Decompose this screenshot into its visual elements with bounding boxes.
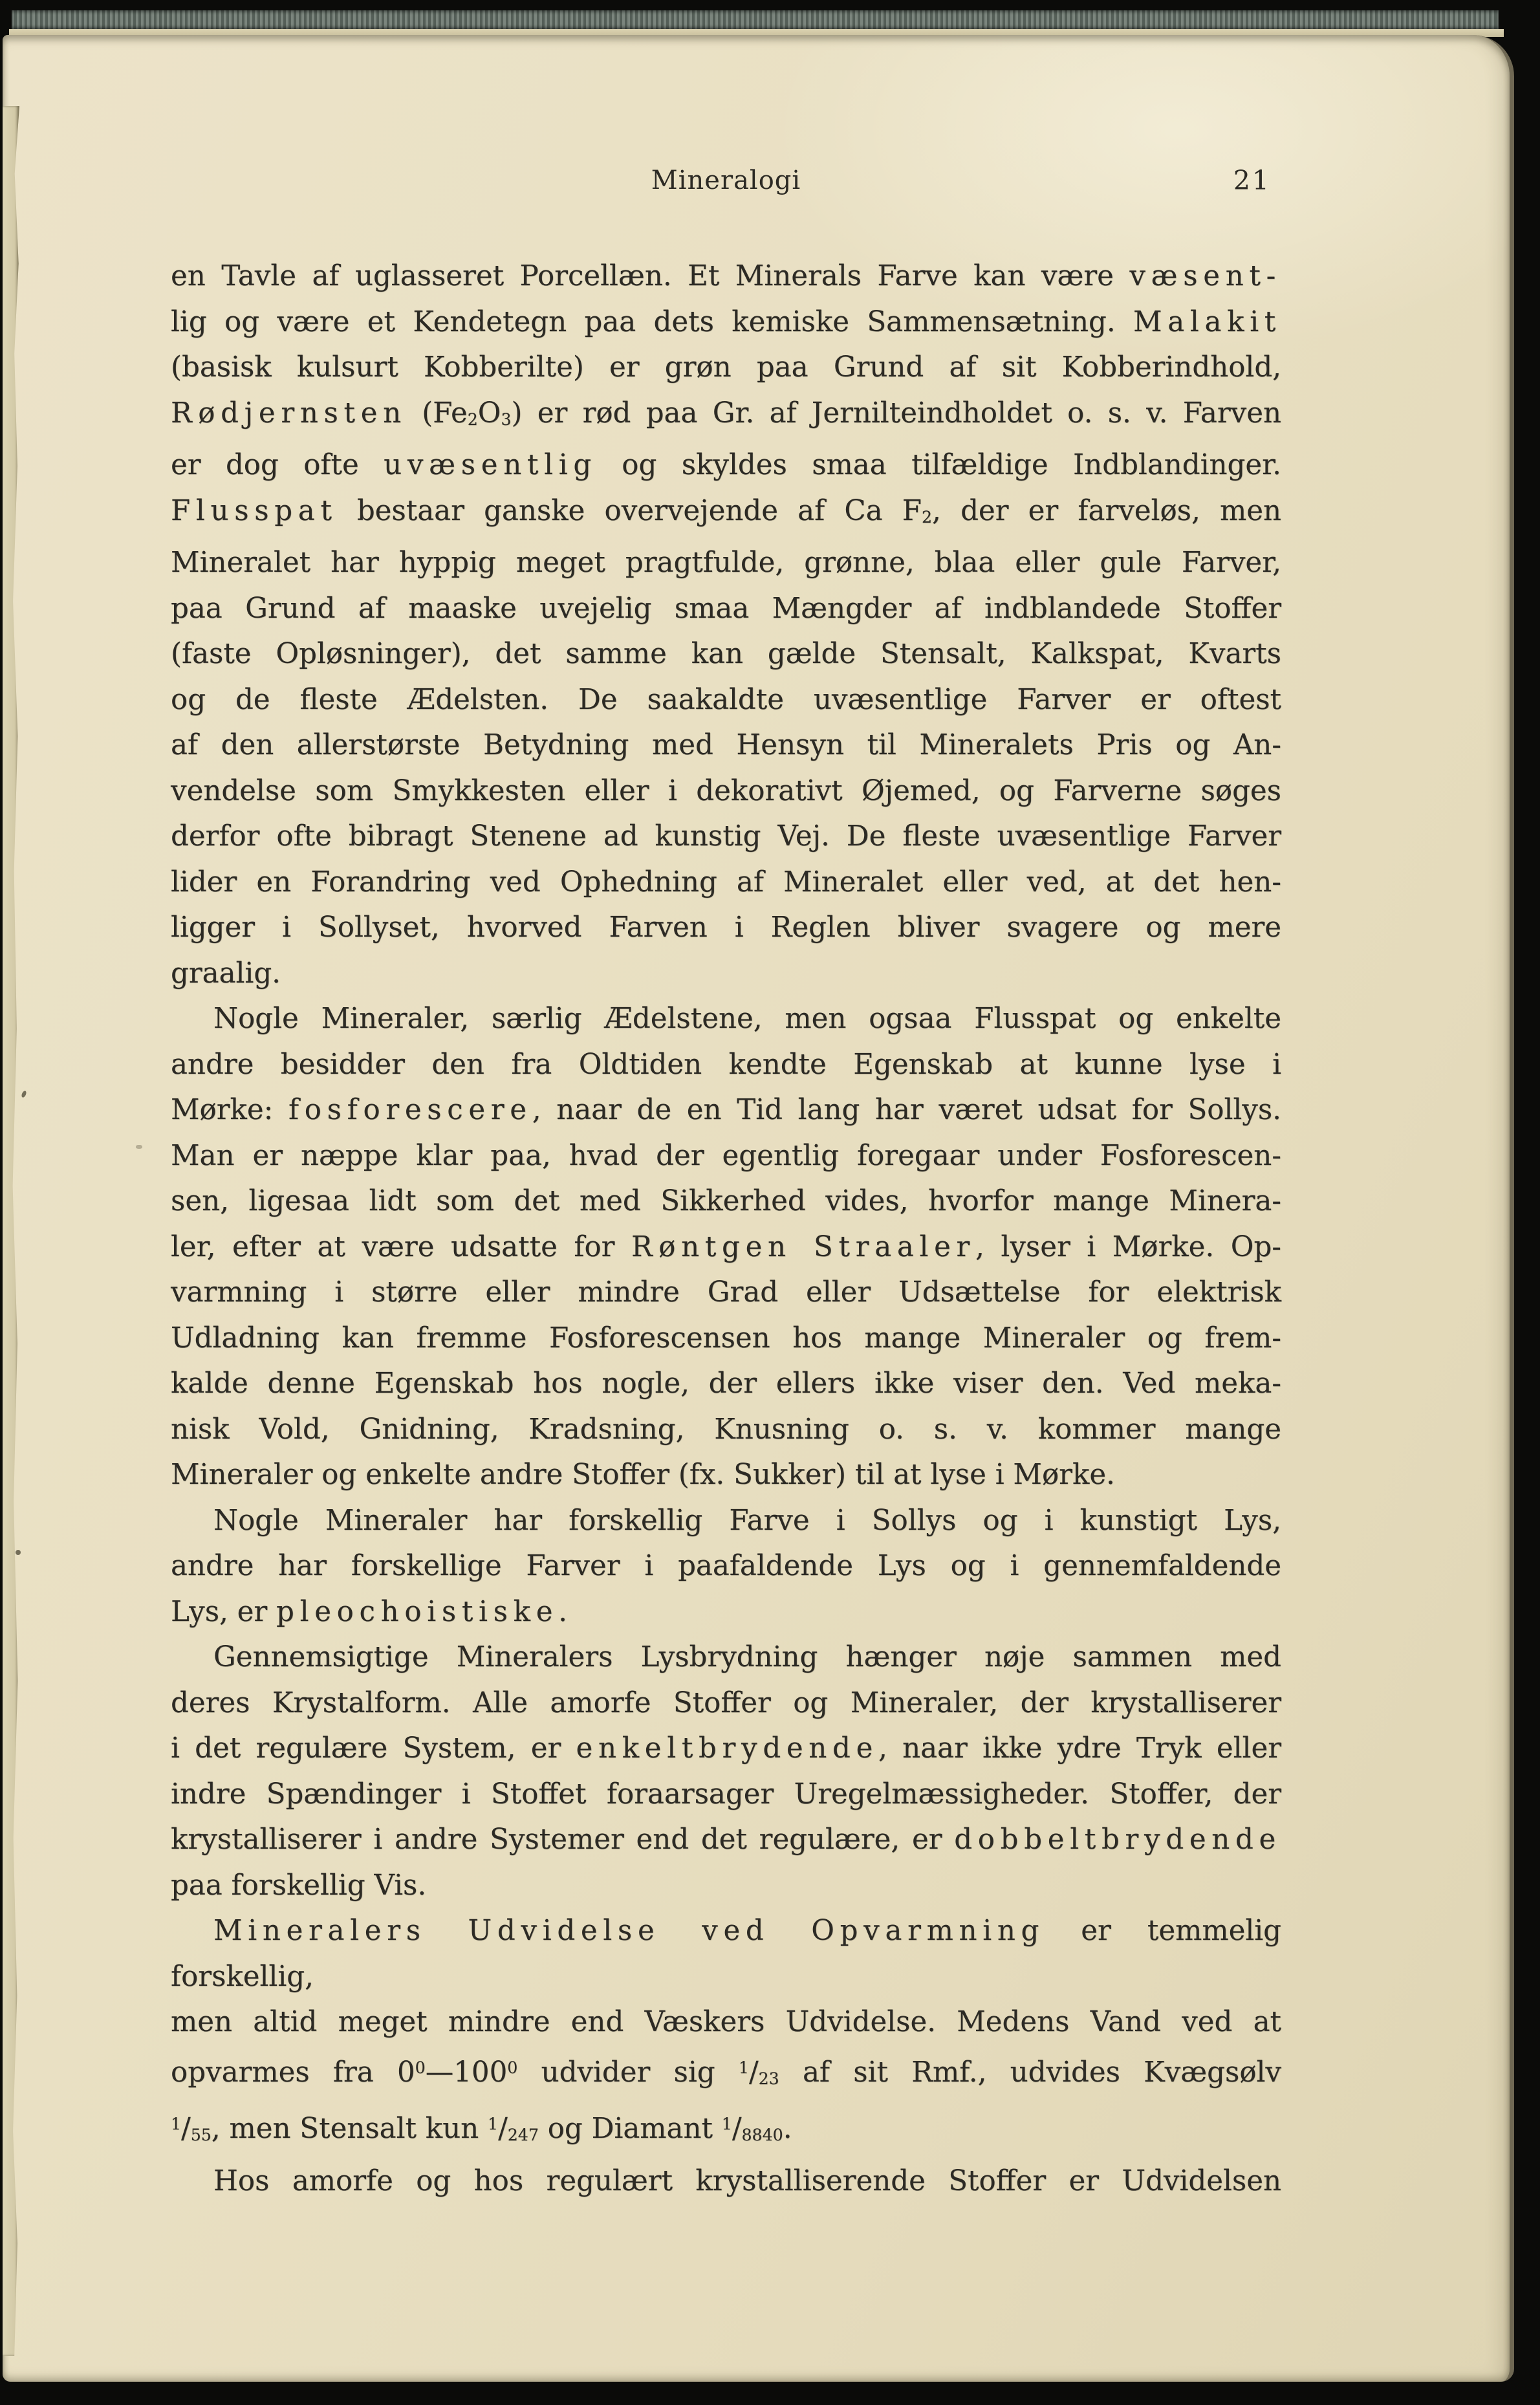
text-line: nisk Vold, Gnidning, Kradsning, Knusning o. s. v. kommer mange xyxy=(171,1413,1281,1446)
text-line: andre besidder den fra Oldtiden kendte Egenskab at kunne lyse i xyxy=(171,1048,1281,1081)
text-line: Man er næppe klar paa, hvad der egentlig foregaar under Fosforescen- xyxy=(171,1139,1281,1172)
letterspaced-emphasis: Flusspat xyxy=(171,494,338,527)
text-line: Udladning kan fremme Fosforescensen hos mange Mineraler og frem- xyxy=(171,1322,1281,1355)
letterspaced-emphasis: fosforescere xyxy=(288,1094,532,1127)
superscript: 1 xyxy=(738,2058,749,2077)
text-line: vendelse som Smykkesten eller i dekorativt Øjemed, og Farverne søges xyxy=(171,774,1281,807)
torn-page-edge xyxy=(3,106,19,2356)
letterspaced-emphasis: enkeltbrydende xyxy=(576,1732,879,1765)
subscript: 55 xyxy=(190,2126,211,2145)
ink-speck xyxy=(21,1090,27,1098)
text-line: i det regulære System, er enkeltbrydende, naar ikke ydre Tryk eller xyxy=(171,1732,1281,1765)
text-line: $^1$/55, men Stensalt kun $^1$/247 og Diamant $^1$/8840. xyxy=(171,2113,792,2146)
letterspaced-emphasis: Røntgen Straaler xyxy=(631,1230,976,1263)
text-line: men altid meget mindre end Væskers Udvidelse. Medens Vand ved at xyxy=(171,2006,1281,2039)
subscript: 3 xyxy=(501,409,512,429)
superscript: 1 xyxy=(721,2115,732,2134)
text-line: (basisk kulsurt Kobberilte) er grøn paa Grund af sit Kobberindhold, xyxy=(171,351,1281,384)
paper-blemish xyxy=(136,1145,142,1149)
text-line: paa forskellig Vis. xyxy=(171,1869,427,1902)
book-cloth-edge xyxy=(12,10,1499,30)
subscript: 8840 xyxy=(741,2126,783,2145)
superscript: 0 xyxy=(507,2058,518,2077)
text-line: deres Krystalform. Alle amorfe Stoffer og Mineraler, der krystalliserer xyxy=(171,1686,1281,1719)
text-line: ligger i Sollyset, hvorved Farven i Reglen bliver svagere og mere xyxy=(171,911,1281,944)
text-line: lig og være et Kendetegn paa dets kemiske Sammensætning. Malakit xyxy=(171,305,1281,338)
letterspaced-emphasis: pleochoistiske xyxy=(276,1595,559,1628)
letterspaced-emphasis: Mineralers Udvidelse ved Opvarmning xyxy=(213,1915,1045,1948)
superscript: 1 xyxy=(171,2115,182,2134)
text-line: ler, efter at være udsatte for Røntgen Straaler, lyser i Mørke. Op- xyxy=(171,1230,1281,1263)
text-line: krystalliserer i andre Systemer end det regulære, er dobbeltbrydende xyxy=(171,1823,1281,1856)
text-line: Mineralers Udvidelse ved Opvarmning er temmelig forskellig, xyxy=(171,1915,1281,1993)
text-line: er dog ofte uvæsentlig og skyldes smaa tilfældige Indblandinger. xyxy=(171,449,1281,482)
text-line: Nogle Mineraler har forskellig Farve i Sollys og i kunstigt Lys, xyxy=(213,1504,1281,1537)
letterspaced-emphasis: væsent- xyxy=(1129,260,1281,292)
page-header xyxy=(171,163,1281,202)
text-line: Gennemsigtige Mineralers Lysbrydning hænger nøje sammen med xyxy=(213,1641,1281,1674)
text-line: Rødjernsten (Fe2O3) er rød paa Gr. af Jernilteindholdet o. s. v. Farven xyxy=(171,397,1281,430)
text-line: Mørke: fosforescere, naar de en Tid lang har været udsat for Sollys. xyxy=(171,1094,1281,1127)
subscript: 2 xyxy=(467,409,478,429)
text-line: (faste Opløsninger), det samme kan gælde Stensalt, Kalkspat, Kvarts xyxy=(171,638,1281,671)
book-page xyxy=(3,35,1514,2382)
running-title: Mineralogi xyxy=(651,166,801,195)
text-line: og de fleste Ædelsten. De saakaldte uvæsentlige Farver er oftest xyxy=(171,683,1281,716)
letterspaced-emphasis: Rødjernsten xyxy=(171,397,407,430)
text-line: indre Spændinger i Stoffet foraarsager Uregelmæssigheder. Stoffer, der xyxy=(171,1778,1281,1811)
subscript: 2 xyxy=(922,507,933,527)
text-line: en Tavle af uglasseret Porcellæn. Et Minerals Farve kan være væsent- xyxy=(171,260,1281,292)
text-line: paa Grund af maaske uvejelig smaa Mængder af indblandede Stoffer xyxy=(171,592,1281,625)
text-line: kalde denne Egenskab hos nogle, der ellers ikke viser den. Ved meka- xyxy=(171,1367,1281,1400)
letterspaced-emphasis: Malakit xyxy=(1133,305,1281,338)
text-line: derfor ofte bibragt Stenene ad kunstig Vej. De fleste uvæsentlige Farver xyxy=(171,820,1281,853)
superscript: 1 xyxy=(488,2115,499,2134)
superscript: 0 xyxy=(415,2058,426,2077)
page-number: 21 xyxy=(1233,165,1271,196)
subscript: 23 xyxy=(758,2069,779,2088)
text-line: andre har forskellige Farver i paafaldende Lys og i gennemfaldende xyxy=(171,1550,1281,1583)
text-line: opvarmes fra $0^0—100^0$ udvider sig $^1$/23 af sit Rmf., udvides Kvægsølv xyxy=(171,2056,1281,2089)
text-line: sen, ligesaa lidt som det med Sikkerhed vides, hvorfor mange Minera- xyxy=(171,1185,1281,1218)
text-line: af den allerstørste Betydning med Hensyn til Mineralets Pris og An- xyxy=(171,729,1281,762)
ink-speck xyxy=(16,1550,21,1555)
text-line: lider en Forandring ved Ophedning af Mineralet eller ved, at det hen- xyxy=(171,865,1281,898)
text-line: Lys, er pleochoistiske. xyxy=(171,1595,567,1628)
letterspaced-emphasis: uvæsentlig xyxy=(384,449,597,482)
letterspaced-emphasis: dobbeltbrydende xyxy=(954,1823,1281,1856)
body-text xyxy=(171,254,1281,2204)
text-line: graalig. xyxy=(171,957,281,990)
text-line: varmning i større eller mindre Grad eller Udsættelse for elektrisk xyxy=(171,1276,1281,1309)
text-line: Mineraler og enkelte andre Stoffer (fx. Sukker) til at lyse i Mørke. xyxy=(171,1459,1115,1492)
text-line: Nogle Mineraler, særlig Ædelstene, men ogsaa Flusspat og enkelte xyxy=(213,1003,1281,1036)
text-line: Flusspat bestaar ganske overvejende af Ca F2, der er farveløs, men xyxy=(171,494,1281,527)
subscript: 247 xyxy=(507,2126,539,2145)
text-line: Mineralet har hyppig meget pragtfulde, grønne, blaa eller gule Farver, xyxy=(171,547,1281,580)
text-line: Hos amorfe og hos regulært krystalliserende Stoffer er Udvidelsen xyxy=(213,2164,1281,2197)
